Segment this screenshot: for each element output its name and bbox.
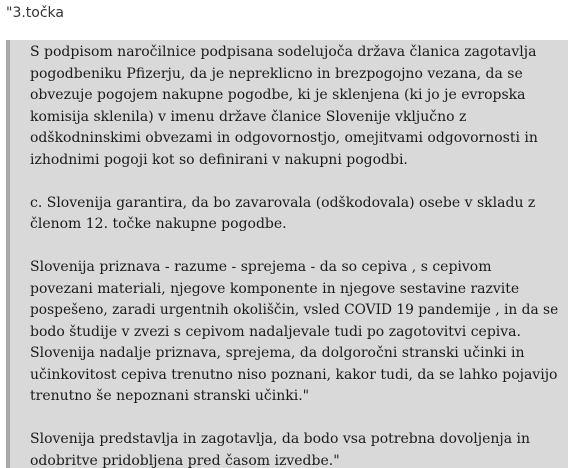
- text-line: pogodbeniku Pfizerju, da je nepreklicno in brezpogojno vezana, da se: [30, 65, 523, 82]
- blockquote: [6, 40, 568, 468]
- text-line: S podpisom naročilnice podpisana sodelujoča država članica zagotavlja: [30, 44, 537, 60]
- text-line: pospešeno, zaradi urgentnih okoliščin, vsled COVID 19 pandemije , in da se: [30, 302, 559, 318]
- text-line: Slovenija predstavlja in zagotavlja, da bodo vsa potrebna dovoljenja in: [30, 431, 531, 447]
- paragraph-gap: [30, 236, 560, 258]
- text-line: izhodnimi pogoji kot so definirani v nakupni pogodbi.: [30, 151, 408, 168]
- text-line: odobritve pridobljena pred časom izvedbe.": [30, 452, 340, 468]
- text-line: Slovenija priznava - razume - sprejema - da so cepiva , s cepivom: [30, 259, 492, 275]
- text-line: bodo študije v zvezi s cepivom nadaljevale tudi po zagotovitvi cepiva.: [30, 323, 521, 340]
- paragraph-permits: [30, 429, 560, 468]
- text-line: c. Slovenija garantira, da bo zavarovala (odškodovala) osebe v skladu z: [30, 194, 536, 211]
- paragraph-acknowledgement: [30, 257, 560, 408]
- paragraph-gap: [30, 171, 560, 193]
- text-line: Slovenija nadalje priznava, sprejema, da dolgoročni stranski učinki in: [30, 345, 525, 361]
- text-line: odškodninskimi obvezami in odgovornostjo, omejitvami odgovornosti in: [30, 130, 538, 146]
- text-line: učinkovitost cepiva trenutno niso poznani, kakor tudi, da se lahko pojavijo: [30, 366, 558, 383]
- text-line: členom 12. točke nakupne pogodbe.: [30, 216, 287, 232]
- text-line: trenutno še nepoznani stranski učinki.": [30, 388, 310, 404]
- text-line: obvezuje pogojem nakupne pogodbe, ki je sklenjena (ki jo je evropska: [30, 87, 526, 103]
- paragraph-pfizer-obligation: [30, 42, 560, 171]
- text-line: povezani materiali, njegove komponente in njegove sestavine razvite: [30, 280, 520, 297]
- paragraph-gap: [30, 408, 560, 430]
- section-heading: "3.točka: [6, 5, 64, 21]
- text-line: komisija sklenila) v imenu države članice Slovenije vključno z: [30, 108, 467, 125]
- paragraph-guarantee: [30, 193, 560, 236]
